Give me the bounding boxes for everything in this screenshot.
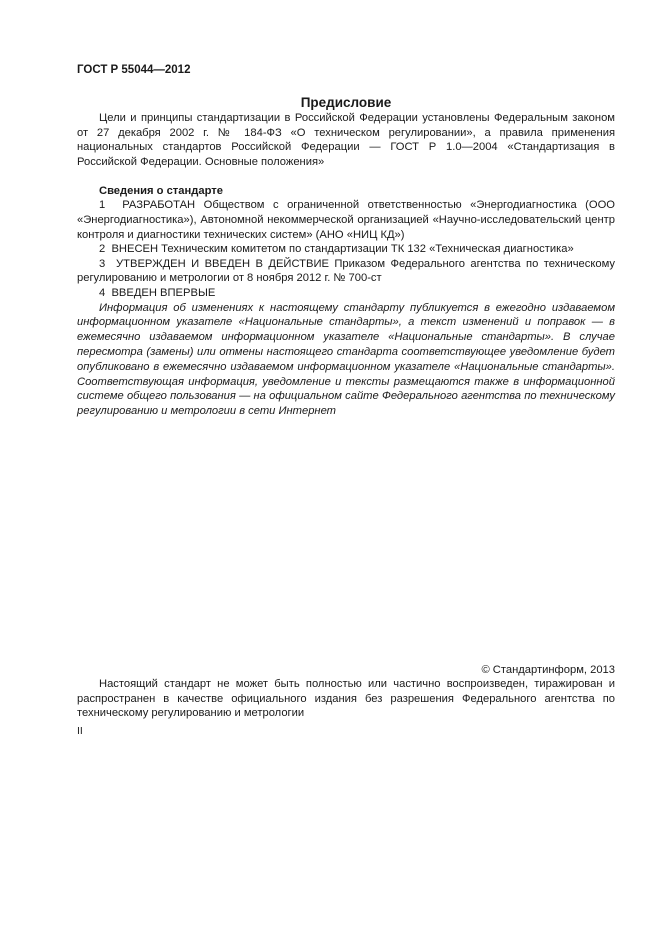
page-number: II xyxy=(77,724,83,737)
copyright-line: © Стандартинформ, 2013 xyxy=(481,663,615,676)
document-code: ГОСТ Р 55044—2012 xyxy=(77,64,191,76)
standard-info-item-4: 4 ВВЕДЕН ВПЕРВЫЕ xyxy=(99,286,216,299)
standard-info-item-2: 2 ВНЕСЕН Техническим комитетом по стандартизации ТК 132 «Техническая диагностика» xyxy=(99,243,574,256)
amendments-note: Информация об изменениях к настоящему стандарту публикуется в ежегодно издаваемом информационном указателе «Национальные стандарты», а текст изменений и поправок — в ежемесячно издаваемом информационном указателе «Национальные стандарты». В случае пересмотра (замены) или отмены настоящего стандарта соответствующее уведомление будет опубликовано в ежемесячно издаваемом информационном указателе «Национальные стандарты». Соответствующая информация, уведомление и тексты размещаются также в информационной системе общего пользования — на официальном сайте Федерального агентства по техническому регулированию и метрологии в сети Интернет xyxy=(77,301,615,418)
standard-info-item-3: 3 УТВЕРЖДЕН И ВВЕДЕН В ДЕЙСТВИЕ Приказом Федерального агентства по техническому регулированию и метрологии от 8 ноября 2012 г. № 700-ст xyxy=(77,257,615,285)
reproduction-notice: Настоящий стандарт не может быть полностью или частично воспроизведен, тиражирован и распространен в качестве официального издания без разрешения Федерального агентства по техническому регулированию и метрологии xyxy=(77,677,615,720)
section-heading: Сведения о стандарте xyxy=(99,185,223,198)
page-title: Предисловие xyxy=(300,95,392,110)
standard-info-item-1: 1 РАЗРАБОТАН Обществом с ограниченной ответственностью «Энергодиагностика (ООО «Энергодиагностика»), Автономной некоммерческой организацией «Научно-исследовательский центр контроля и диагностики технических систем» (АНО «НИЦ КД») xyxy=(77,199,615,241)
intro-paragraph: Цели и принципы стандартизации в Российской Федерации установлены Федеральным законом от 27 декабря 2002 г. № 184-ФЗ «О техническом регулировании», а правила применения национальных стандартов Российской Федерации — ГОСТ Р 1.0—2004 «Стандартизация в Российской Федерации. Основные положения» xyxy=(77,112,615,168)
